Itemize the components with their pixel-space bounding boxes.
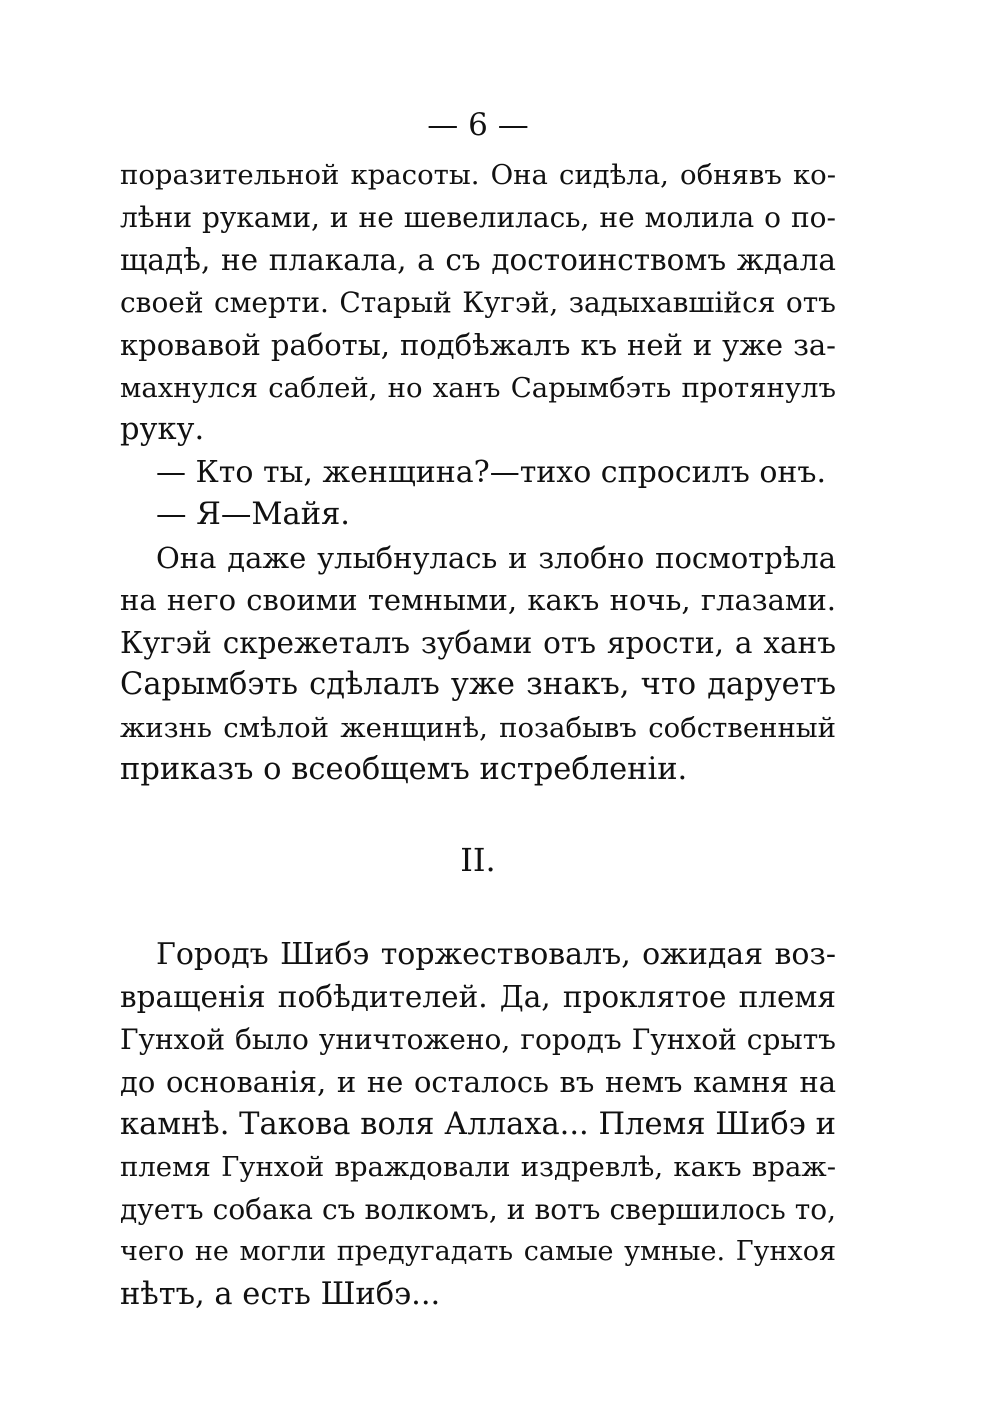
text-line: лѣни руками, и не шевелилась, не молила о по- (120, 200, 836, 234)
text-line: вращенія побѣдителей. Да, проклятое племя (120, 980, 836, 1014)
text-line: камнѣ. Такова воля Аллаха... Племя Шибэ и (120, 1106, 836, 1142)
paragraph-1 (120, 154, 836, 452)
text-line: племя Гунхой враждовали издревлѣ, какъ враж- (120, 1151, 836, 1183)
text-line: чего не могли предугадать самые умные. Гунхоя (120, 1236, 836, 1267)
section-heading: II. (460, 840, 496, 879)
text-line: кровавой работы, подбѣжалъ къ ней и уже за- (120, 328, 836, 362)
paragraph-3 (120, 934, 836, 1317)
text-line: нѣтъ, а есть Шибэ... (120, 1276, 441, 1312)
dialogue-line: — Кто ты, женщина?—тихо спросилъ онъ. (156, 454, 827, 490)
text-line: поразительной красоты. Она сидѣла, обнявъ ко- (120, 159, 836, 191)
text-line: Гунхой было уничтожено, городъ Гунхой срытъ (120, 1022, 836, 1056)
dialogue-block (120, 452, 836, 537)
text-line: Городъ Шибэ торжествовалъ, ожидая воз- (156, 936, 836, 972)
dialogue-line: — Я—Майя. (156, 497, 351, 532)
text-line: своей смерти. Старый Кугэй, задыхавшійся отъ (120, 285, 836, 319)
book-page (120, 100, 836, 1316)
page-number: — 6 — (427, 107, 529, 143)
text-line: дуетъ собака съ волкомъ, и вотъ свершилось то, (120, 1192, 836, 1226)
text-line: Сарымбэть сдѣлалъ уже знакъ, что даруетъ (120, 667, 836, 702)
text-line: Кугэй скрежеталъ зубами отъ ярости, а ханъ (120, 625, 836, 660)
text-line: до основанія, и не осталось въ немъ камня на (120, 1065, 836, 1099)
text-line: на него своими темными, какъ ночь, глазами. (120, 583, 836, 617)
text-line: руку. (120, 412, 205, 447)
text-line: щадѣ, не плакала, а съ достоинствомъ ждала (120, 243, 836, 277)
text-line: приказъ о всеобщемъ истребленіи. (120, 752, 688, 787)
paragraph-2 (120, 537, 836, 792)
text-line: жизнь смѣлой женщинѣ, позабывъ собственный (120, 711, 836, 744)
text-line: махнулся саблей, но ханъ Сарымбэть протянулъ (120, 371, 836, 404)
text-line: Она даже улыбнулась и злобно посмотрѣла (156, 540, 836, 575)
